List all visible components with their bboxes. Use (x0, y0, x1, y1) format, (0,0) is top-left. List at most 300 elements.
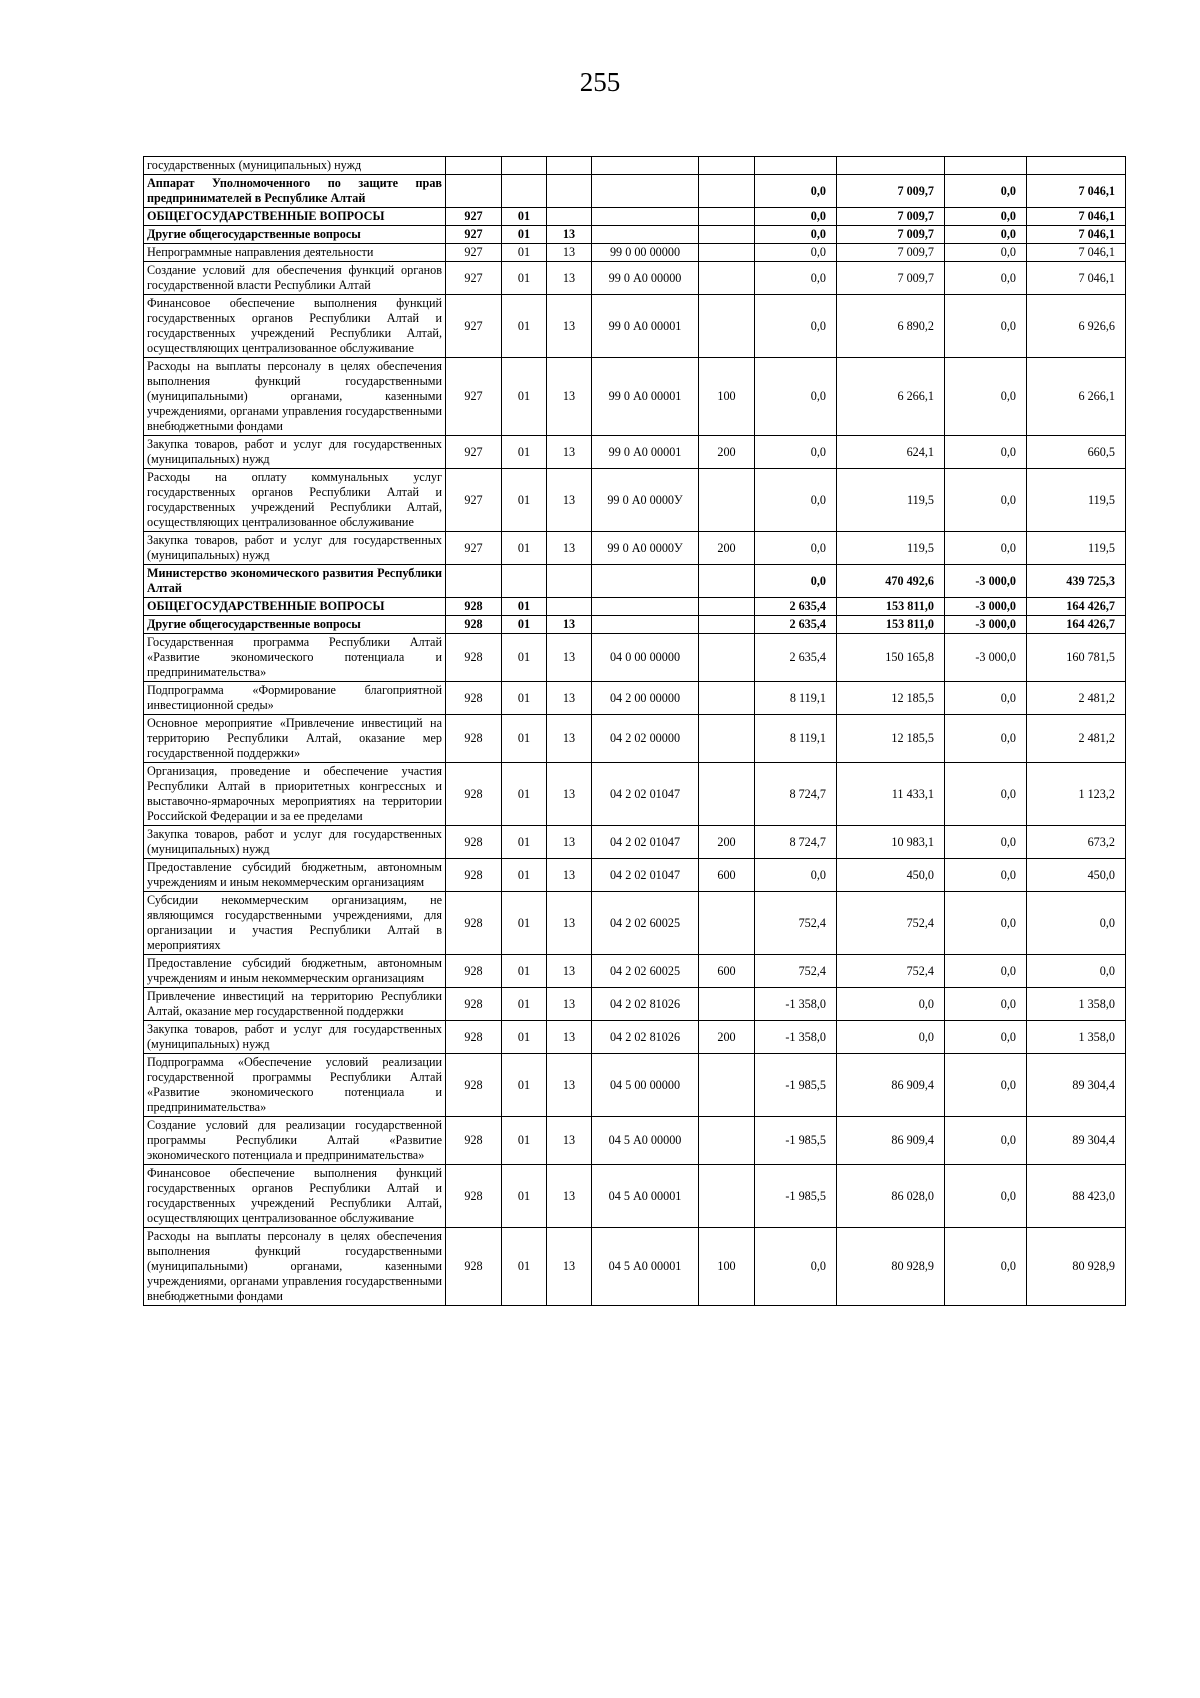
cell-csr: 04 2 02 81026 (592, 988, 699, 1021)
cell-value-2: 12 185,5 (837, 682, 945, 715)
cell-value-3: 0,0 (945, 208, 1027, 226)
cell-value-1: 0,0 (755, 436, 837, 469)
cell-value-1: 0,0 (755, 358, 837, 436)
cell-value-2: 470 492,6 (837, 565, 945, 598)
cell-pr: 13 (547, 436, 592, 469)
cell-csr (592, 157, 699, 175)
cell-vr (699, 988, 755, 1021)
cell-value-4: 1 358,0 (1027, 1021, 1126, 1054)
cell-pr: 13 (547, 532, 592, 565)
cell-vr: 600 (699, 859, 755, 892)
table-row (144, 616, 1126, 634)
cell-value-2: 6 266,1 (837, 358, 945, 436)
cell-rz: 01 (502, 208, 547, 226)
cell-vr: 200 (699, 436, 755, 469)
cell-value-4: 1 358,0 (1027, 988, 1126, 1021)
table-row (144, 988, 1126, 1021)
cell-value-4: 160 781,5 (1027, 634, 1126, 682)
cell-value-3: 0,0 (945, 358, 1027, 436)
cell-pr: 13 (547, 1021, 592, 1054)
cell-vr (699, 682, 755, 715)
cell-rz: 01 (502, 262, 547, 295)
cell-name: Субсидии некоммерческим организациям, не являющимся государственными учреждениями, для организации и участия Республики Алтай в мероприятиях (144, 892, 446, 955)
cell-value-2: 80 928,9 (837, 1228, 945, 1306)
cell-csr: 04 5 А0 00001 (592, 1165, 699, 1228)
cell-csr: 99 0 А0 00000 (592, 262, 699, 295)
cell-value-4: 7 046,1 (1027, 175, 1126, 208)
cell-rz (502, 175, 547, 208)
cell-value-1: 8 724,7 (755, 763, 837, 826)
cell-value-2: 153 811,0 (837, 616, 945, 634)
cell-rz: 01 (502, 682, 547, 715)
cell-rz: 01 (502, 1021, 547, 1054)
cell-rz: 01 (502, 598, 547, 616)
cell-name: Расходы на выплаты персоналу в целях обеспечения выполнения функций государственными (муниципальными) органами, казенными учреждениями, органами управления государственными внебюджетными фондами (144, 358, 446, 436)
cell-name: Подпрограмма «Обеспечение условий реализации государственной программы Республики Алтай «Развитие экономического потенциала и предпринимательства» (144, 1054, 446, 1117)
cell-value-2: 7 009,7 (837, 262, 945, 295)
cell-pr: 13 (547, 826, 592, 859)
table-row (144, 859, 1126, 892)
cell-csr: 04 2 02 60025 (592, 892, 699, 955)
cell-vr (699, 715, 755, 763)
table-row (144, 244, 1126, 262)
cell-value-2: 153 811,0 (837, 598, 945, 616)
table-row (144, 157, 1126, 175)
cell-value-2 (837, 157, 945, 175)
cell-name: Аппарат Уполномоченного по защите прав предпринимателей в Республике Алтай (144, 175, 446, 208)
cell-name: Финансовое обеспечение выполнения функций государственных органов Республики Алтай и государственных учреждений Республики Алтай, осуществляющих централизованное обслуживание (144, 295, 446, 358)
table-row (144, 598, 1126, 616)
cell-value-4: 660,5 (1027, 436, 1126, 469)
cell-value-1 (755, 157, 837, 175)
cell-ved: 928 (446, 826, 502, 859)
table-row (144, 682, 1126, 715)
table-row (144, 1117, 1126, 1165)
cell-vr (699, 1054, 755, 1117)
cell-pr (547, 208, 592, 226)
cell-csr: 04 0 00 00000 (592, 634, 699, 682)
cell-value-4: 6 266,1 (1027, 358, 1126, 436)
cell-value-1: 0,0 (755, 262, 837, 295)
cell-pr (547, 565, 592, 598)
cell-ved: 928 (446, 892, 502, 955)
cell-value-3: 0,0 (945, 715, 1027, 763)
cell-value-4: 89 304,4 (1027, 1117, 1126, 1165)
cell-value-2: 7 009,7 (837, 175, 945, 208)
cell-csr (592, 175, 699, 208)
cell-value-2: 752,4 (837, 955, 945, 988)
cell-csr: 04 2 02 00000 (592, 715, 699, 763)
cell-value-3: 0,0 (945, 1117, 1027, 1165)
cell-name: Закупка товаров, работ и услуг для государственных (муниципальных) нужд (144, 826, 446, 859)
cell-pr: 13 (547, 955, 592, 988)
cell-value-1: 752,4 (755, 892, 837, 955)
cell-name: ОБЩЕГОСУДАРСТВЕННЫЕ ВОПРОСЫ (144, 208, 446, 226)
cell-value-1: -1 358,0 (755, 1021, 837, 1054)
cell-value-1: 0,0 (755, 226, 837, 244)
cell-name: Другие общегосударственные вопросы (144, 226, 446, 244)
cell-pr (547, 175, 592, 208)
cell-vr (699, 634, 755, 682)
cell-csr: 99 0 А0 0000У (592, 532, 699, 565)
cell-value-4: 0,0 (1027, 955, 1126, 988)
cell-csr: 04 2 02 01047 (592, 826, 699, 859)
table-row (144, 715, 1126, 763)
cell-vr: 200 (699, 532, 755, 565)
cell-rz: 01 (502, 1054, 547, 1117)
cell-rz: 01 (502, 616, 547, 634)
cell-value-4: 7 046,1 (1027, 226, 1126, 244)
cell-csr: 99 0 А0 00001 (592, 436, 699, 469)
cell-pr: 13 (547, 1054, 592, 1117)
cell-vr (699, 616, 755, 634)
cell-pr: 13 (547, 1117, 592, 1165)
table-row (144, 208, 1126, 226)
cell-csr (592, 565, 699, 598)
cell-value-1: 0,0 (755, 295, 837, 358)
cell-value-1: 8 119,1 (755, 715, 837, 763)
cell-csr (592, 208, 699, 226)
cell-value-2: 86 909,4 (837, 1117, 945, 1165)
cell-rz: 01 (502, 826, 547, 859)
cell-value-2: 119,5 (837, 532, 945, 565)
cell-value-3: 0,0 (945, 1165, 1027, 1228)
cell-rz: 01 (502, 955, 547, 988)
cell-name: Создание условий для реализации государственной программы Республики Алтай «Развитие экономического потенциала и предпринимательства» (144, 1117, 446, 1165)
cell-vr (699, 1117, 755, 1165)
cell-ved: 927 (446, 262, 502, 295)
cell-vr (699, 295, 755, 358)
cell-ved: 928 (446, 1054, 502, 1117)
cell-ved: 928 (446, 1165, 502, 1228)
cell-value-3: -3 000,0 (945, 634, 1027, 682)
cell-value-2: 7 009,7 (837, 208, 945, 226)
cell-pr: 13 (547, 1228, 592, 1306)
cell-name: Финансовое обеспечение выполнения функций государственных органов Республики Алтай и государственных учреждений Республики Алтай, осуществляющих централизованное обслуживание (144, 1165, 446, 1228)
cell-csr: 04 5 00 00000 (592, 1054, 699, 1117)
cell-vr: 200 (699, 1021, 755, 1054)
cell-name: Непрограммные направления деятельности (144, 244, 446, 262)
cell-value-2: 624,1 (837, 436, 945, 469)
cell-ved: 928 (446, 634, 502, 682)
cell-value-1: 8 119,1 (755, 682, 837, 715)
cell-name: Государственная программа Республики Алтай «Развитие экономического потенциала и предпринимательства» (144, 634, 446, 682)
table-row (144, 763, 1126, 826)
cell-rz: 01 (502, 1117, 547, 1165)
cell-csr: 99 0 00 00000 (592, 244, 699, 262)
table-row (144, 436, 1126, 469)
cell-pr: 13 (547, 859, 592, 892)
cell-value-3: 0,0 (945, 763, 1027, 826)
table-row (144, 295, 1126, 358)
cell-value-4 (1027, 157, 1126, 175)
cell-ved: 928 (446, 859, 502, 892)
cell-value-3: 0,0 (945, 1228, 1027, 1306)
cell-rz (502, 565, 547, 598)
cell-rz: 01 (502, 763, 547, 826)
table-row (144, 565, 1126, 598)
cell-value-1: 0,0 (755, 1228, 837, 1306)
cell-ved: 928 (446, 616, 502, 634)
cell-value-2: 752,4 (837, 892, 945, 955)
cell-vr (699, 565, 755, 598)
cell-value-4: 439 725,3 (1027, 565, 1126, 598)
cell-value-1: 0,0 (755, 565, 837, 598)
cell-value-3: 0,0 (945, 469, 1027, 532)
table-row (144, 226, 1126, 244)
cell-value-1: 752,4 (755, 955, 837, 988)
cell-value-4: 2 481,2 (1027, 682, 1126, 715)
cell-ved: 927 (446, 226, 502, 244)
cell-value-4: 6 926,6 (1027, 295, 1126, 358)
cell-ved (446, 175, 502, 208)
cell-csr (592, 226, 699, 244)
cell-value-2: 7 009,7 (837, 244, 945, 262)
cell-rz: 01 (502, 715, 547, 763)
cell-value-2: 150 165,8 (837, 634, 945, 682)
cell-value-1: 0,0 (755, 208, 837, 226)
cell-rz: 01 (502, 436, 547, 469)
cell-csr: 04 2 02 01047 (592, 859, 699, 892)
cell-ved: 928 (446, 715, 502, 763)
cell-ved: 927 (446, 244, 502, 262)
table-row (144, 826, 1126, 859)
cell-vr: 100 (699, 1228, 755, 1306)
cell-vr: 100 (699, 358, 755, 436)
cell-vr (699, 1165, 755, 1228)
cell-ved: 928 (446, 955, 502, 988)
cell-rz: 01 (502, 244, 547, 262)
cell-rz: 01 (502, 358, 547, 436)
table-row (144, 532, 1126, 565)
table-row (144, 1021, 1126, 1054)
cell-vr (699, 208, 755, 226)
cell-value-4: 89 304,4 (1027, 1054, 1126, 1117)
cell-csr: 04 2 02 01047 (592, 763, 699, 826)
cell-value-2: 10 983,1 (837, 826, 945, 859)
cell-value-1: -1 985,5 (755, 1117, 837, 1165)
cell-rz: 01 (502, 988, 547, 1021)
cell-csr (592, 616, 699, 634)
cell-rz (502, 157, 547, 175)
cell-pr: 13 (547, 1165, 592, 1228)
cell-value-4: 673,2 (1027, 826, 1126, 859)
cell-ved: 928 (446, 988, 502, 1021)
cell-csr: 99 0 А0 00001 (592, 358, 699, 436)
cell-rz: 01 (502, 295, 547, 358)
page-number: 255 (579, 67, 621, 97)
cell-vr (699, 175, 755, 208)
cell-name: Предоставление субсидий бюджетным, автономным учреждениям и иным некоммерческим организациям (144, 955, 446, 988)
cell-value-1: -1 985,5 (755, 1054, 837, 1117)
cell-value-3: -3 000,0 (945, 565, 1027, 598)
cell-rz: 01 (502, 634, 547, 682)
cell-value-1: 0,0 (755, 175, 837, 208)
cell-value-4: 88 423,0 (1027, 1165, 1126, 1228)
cell-vr (699, 763, 755, 826)
cell-value-4: 119,5 (1027, 469, 1126, 532)
cell-value-4: 164 426,7 (1027, 598, 1126, 616)
cell-value-3: 0,0 (945, 295, 1027, 358)
table-row (144, 175, 1126, 208)
table-row (144, 469, 1126, 532)
cell-value-1: -1 985,5 (755, 1165, 837, 1228)
cell-value-2: 6 890,2 (837, 295, 945, 358)
cell-value-3 (945, 157, 1027, 175)
cell-value-3: 0,0 (945, 1021, 1027, 1054)
cell-vr (699, 892, 755, 955)
cell-ved: 927 (446, 295, 502, 358)
cell-value-3: -3 000,0 (945, 598, 1027, 616)
cell-vr (699, 262, 755, 295)
cell-pr: 13 (547, 634, 592, 682)
cell-ved: 927 (446, 436, 502, 469)
table-row (144, 892, 1126, 955)
cell-name: Министерство экономического развития Республики Алтай (144, 565, 446, 598)
cell-rz: 01 (502, 1165, 547, 1228)
cell-value-4: 7 046,1 (1027, 262, 1126, 295)
cell-value-4: 450,0 (1027, 859, 1126, 892)
cell-value-3: 0,0 (945, 262, 1027, 295)
cell-value-2: 86 028,0 (837, 1165, 945, 1228)
cell-vr (699, 244, 755, 262)
cell-name: государственных (муниципальных) нужд (144, 157, 446, 175)
cell-rz: 01 (502, 859, 547, 892)
cell-value-2: 7 009,7 (837, 226, 945, 244)
cell-csr: 04 5 А0 00001 (592, 1228, 699, 1306)
cell-vr (699, 469, 755, 532)
table-row (144, 955, 1126, 988)
cell-name: Основное мероприятие «Привлечение инвестиций на территорию Республики Алтай, оказание мер государственной поддержки» (144, 715, 446, 763)
cell-csr: 04 2 02 81026 (592, 1021, 699, 1054)
cell-ved: 928 (446, 682, 502, 715)
cell-pr: 13 (547, 763, 592, 826)
cell-name: Организация, проведение и обеспечение участия Республики Алтай в приоритетных конгрессных и выставочно-ярмарочных мероприятиях на территории Российской Федерации и за ее пределами (144, 763, 446, 826)
cell-ved: 928 (446, 1021, 502, 1054)
cell-name: Закупка товаров, работ и услуг для государственных (муниципальных) нужд (144, 436, 446, 469)
cell-pr: 13 (547, 715, 592, 763)
table-row (144, 1054, 1126, 1117)
cell-value-4: 2 481,2 (1027, 715, 1126, 763)
table-row (144, 1228, 1126, 1306)
cell-value-1: -1 358,0 (755, 988, 837, 1021)
cell-value-4: 7 046,1 (1027, 208, 1126, 226)
cell-pr: 13 (547, 358, 592, 436)
cell-csr (592, 598, 699, 616)
table-body (144, 157, 1126, 1306)
cell-vr (699, 598, 755, 616)
cell-pr: 13 (547, 682, 592, 715)
cell-pr: 13 (547, 262, 592, 295)
cell-name: Другие общегосударственные вопросы (144, 616, 446, 634)
cell-value-1: 2 635,4 (755, 598, 837, 616)
cell-ved: 927 (446, 208, 502, 226)
cell-pr: 13 (547, 616, 592, 634)
cell-value-3: 0,0 (945, 682, 1027, 715)
cell-rz: 01 (502, 532, 547, 565)
cell-value-3: 0,0 (945, 859, 1027, 892)
cell-value-1: 0,0 (755, 859, 837, 892)
table-row (144, 262, 1126, 295)
cell-value-3: 0,0 (945, 436, 1027, 469)
cell-value-3: 0,0 (945, 244, 1027, 262)
cell-value-2: 119,5 (837, 469, 945, 532)
cell-value-1: 0,0 (755, 532, 837, 565)
cell-value-4: 80 928,9 (1027, 1228, 1126, 1306)
cell-value-1: 0,0 (755, 469, 837, 532)
table-row (144, 1165, 1126, 1228)
cell-pr: 13 (547, 226, 592, 244)
cell-value-2: 11 433,1 (837, 763, 945, 826)
cell-rz: 01 (502, 892, 547, 955)
cell-csr: 04 2 02 60025 (592, 955, 699, 988)
cell-value-1: 8 724,7 (755, 826, 837, 859)
cell-name: Закупка товаров, работ и услуг для государственных (муниципальных) нужд (144, 532, 446, 565)
cell-value-1: 0,0 (755, 244, 837, 262)
cell-value-4: 164 426,7 (1027, 616, 1126, 634)
cell-value-3: 0,0 (945, 988, 1027, 1021)
cell-value-2: 0,0 (837, 1021, 945, 1054)
cell-vr (699, 157, 755, 175)
cell-value-4: 0,0 (1027, 892, 1126, 955)
cell-value-4: 1 123,2 (1027, 763, 1126, 826)
table-row (144, 634, 1126, 682)
cell-name: Привлечение инвестиций на территорию Республики Алтай, оказание мер государственной поддержки (144, 988, 446, 1021)
cell-value-4: 7 046,1 (1027, 244, 1126, 262)
cell-csr: 04 2 00 00000 (592, 682, 699, 715)
cell-csr: 99 0 А0 0000У (592, 469, 699, 532)
cell-pr (547, 598, 592, 616)
cell-ved: 928 (446, 763, 502, 826)
cell-vr: 200 (699, 826, 755, 859)
cell-name: Создание условий для обеспечения функций органов государственной власти Республики Алтай (144, 262, 446, 295)
cell-ved: 928 (446, 598, 502, 616)
cell-value-3: 0,0 (945, 826, 1027, 859)
cell-ved: 927 (446, 532, 502, 565)
budget-table (143, 156, 1126, 1306)
cell-ved: 928 (446, 1228, 502, 1306)
cell-name: Расходы на оплату коммунальных услуг государственных органов Республики Алтай и государственных учреждений Республики Алтай, осуществляющих централизованное обслуживание (144, 469, 446, 532)
cell-value-4: 119,5 (1027, 532, 1126, 565)
cell-value-3: 0,0 (945, 532, 1027, 565)
cell-vr: 600 (699, 955, 755, 988)
cell-value-2: 0,0 (837, 988, 945, 1021)
cell-value-3: 0,0 (945, 1054, 1027, 1117)
cell-value-2: 12 185,5 (837, 715, 945, 763)
cell-ved: 927 (446, 358, 502, 436)
cell-pr (547, 157, 592, 175)
cell-pr: 13 (547, 892, 592, 955)
cell-pr: 13 (547, 469, 592, 532)
cell-csr: 04 5 А0 00000 (592, 1117, 699, 1165)
cell-value-3: 0,0 (945, 226, 1027, 244)
cell-ved (446, 565, 502, 598)
cell-rz: 01 (502, 469, 547, 532)
cell-ved: 927 (446, 469, 502, 532)
cell-pr: 13 (547, 988, 592, 1021)
cell-rz: 01 (502, 226, 547, 244)
table-row (144, 358, 1126, 436)
cell-name: Подпрограмма «Формирование благоприятной инвестиционной среды» (144, 682, 446, 715)
cell-value-1: 2 635,4 (755, 634, 837, 682)
cell-value-3: 0,0 (945, 892, 1027, 955)
cell-name: Предоставление субсидий бюджетным, автономным учреждениям и иным некоммерческим организациям (144, 859, 446, 892)
cell-csr: 99 0 А0 00001 (592, 295, 699, 358)
cell-pr: 13 (547, 295, 592, 358)
cell-ved (446, 157, 502, 175)
cell-name: ОБЩЕГОСУДАРСТВЕННЫЕ ВОПРОСЫ (144, 598, 446, 616)
cell-value-3: 0,0 (945, 955, 1027, 988)
